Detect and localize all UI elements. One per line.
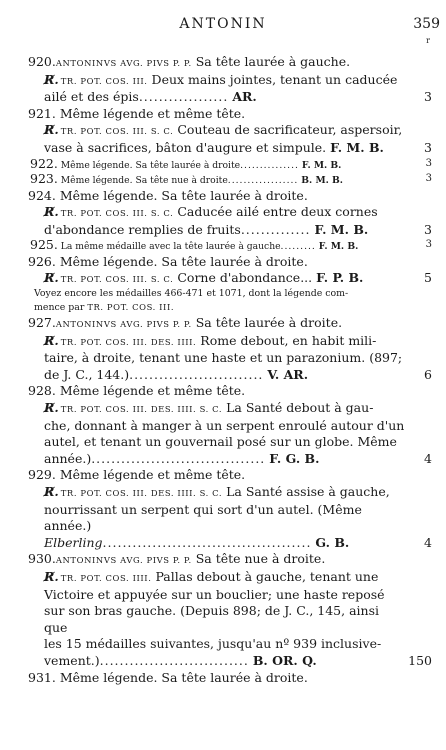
description-text: Même légende. Sa tête laurée à droite. xyxy=(55,187,308,203)
leader-dots: ......... xyxy=(280,241,316,253)
reverse-line xyxy=(28,140,432,157)
reverse-symbol-icon: R̸. xyxy=(44,568,59,584)
coin-legend: TR. POT. COS. III. S. C. xyxy=(60,208,174,219)
coin-legend: ANTONINVS AVG. PIVS P. P. xyxy=(55,58,192,68)
reverse-line xyxy=(28,603,432,636)
reverse-line xyxy=(28,270,432,288)
page-number: 359 xyxy=(413,16,440,32)
reverse-line xyxy=(28,222,432,239)
value-number: 3 xyxy=(425,157,432,169)
description-text: vement.) xyxy=(44,652,100,668)
description-text: Rome debout, en habit mili- xyxy=(196,332,377,348)
description-text: Sa tête nue à droite. xyxy=(191,551,326,567)
description-text: Caducée ailé entre deux cornes xyxy=(173,204,378,220)
description-text: les 15 médailles suivantes, jusqu'au nº 939 inclusive- xyxy=(44,636,382,652)
description-text: d'abondance remplies de fruits xyxy=(44,221,241,237)
rarity-grade: F. G. B. xyxy=(269,450,320,466)
description-text: Sa tête laurée à droite. xyxy=(191,315,343,331)
rarity-grade: F. M. B. xyxy=(314,221,369,237)
rarity-grade: B. M. B. xyxy=(301,175,343,187)
reverse-symbol-icon: R̸. xyxy=(44,71,59,87)
description-text: Victoire et appuyée sur un bouclier; une haste reposé xyxy=(44,586,385,602)
description-text: Couteau de sacrificateur, aspersoir, xyxy=(173,122,403,138)
reverse-symbol-icon: R̸. xyxy=(44,400,59,415)
rarity-grade: V. AR. xyxy=(267,366,309,382)
value-number: 6 xyxy=(424,366,432,382)
reverse-line xyxy=(28,72,432,90)
leader-dots: ............... xyxy=(240,159,299,171)
page-mark: r xyxy=(426,36,430,45)
entry-line xyxy=(28,467,432,484)
description-text: Deux mains jointes, tenant un caducée xyxy=(147,71,398,87)
note-line xyxy=(28,287,432,301)
rarity-grade: F. M. B. xyxy=(318,241,359,253)
leader-dots: .................. xyxy=(138,89,229,105)
description-text: de J. C., 144.) xyxy=(44,366,130,382)
entry-number: 925. xyxy=(30,237,58,253)
entry-number: 926. xyxy=(28,253,56,269)
description-text: sur son bras gauche. (Depuis 898; de J. C., 145, ainsi que xyxy=(44,603,379,635)
description-text: année.) xyxy=(44,450,92,466)
page-header xyxy=(0,8,446,44)
entry-line xyxy=(28,238,432,254)
entry-line xyxy=(28,172,432,188)
entry-number: 930. xyxy=(28,551,56,567)
entry-number: 923. xyxy=(30,171,58,187)
coin-legend: TR. POT. COS. IIII. xyxy=(60,572,152,583)
reverse-symbol-icon: R̸. xyxy=(44,332,59,348)
coin-legend: TR. POT. COS. III. DES. IIII. xyxy=(60,336,197,347)
description-text: Même légende et même tête. xyxy=(55,383,246,399)
entry-line xyxy=(28,670,432,687)
reverse-symbol-icon: R̸. xyxy=(44,122,59,138)
coin-legend: TR. POT. COS. III. S. C. xyxy=(60,126,174,137)
reverse-line xyxy=(28,502,432,535)
coin-legend: TR. POT. COS. III. S. C. xyxy=(60,274,174,285)
reverse-line xyxy=(28,367,432,384)
entry-number: 931. xyxy=(28,669,56,685)
entry-line xyxy=(28,254,432,271)
entry-line xyxy=(28,551,432,569)
description-text: Même légende. Sa tête laurée à droite. xyxy=(55,669,308,685)
value-number: 3 xyxy=(425,173,432,185)
entry-line xyxy=(28,188,432,205)
reverse-line xyxy=(28,350,432,367)
description-text: La Santé assise à gauche, xyxy=(222,483,390,499)
entry-line xyxy=(28,106,432,123)
reverse-line xyxy=(28,418,432,435)
value-number: 5 xyxy=(424,270,432,286)
rarity-grade: B. OR. Q. xyxy=(252,652,317,668)
reverse-line xyxy=(28,653,432,670)
reverse-line xyxy=(28,569,432,587)
leader-dots: ................................... xyxy=(91,450,266,466)
entry-number: 924. xyxy=(28,187,56,203)
description-text: mence par xyxy=(34,301,88,313)
description-text: ailé et des épis xyxy=(44,89,139,105)
description-text: La Santé debout à gau- xyxy=(222,400,374,415)
description-text: Pallas debout à gauche, tenant une xyxy=(151,568,379,584)
note-line xyxy=(28,301,432,315)
reverse-line xyxy=(28,484,432,502)
description-text: Elberling xyxy=(44,534,103,550)
entry-line xyxy=(28,315,432,333)
value-number: 3 xyxy=(424,139,432,155)
leader-dots: .......................................... xyxy=(102,534,312,550)
description-text: che, donnant à manger à un serpent enroulé autour d'un xyxy=(44,417,405,433)
coin-legend: TR. POT. COS. III. xyxy=(60,75,148,86)
description-text: autel, et tenant un gouvernail posé sur un globe. Même xyxy=(44,434,397,450)
value-number: 4 xyxy=(424,450,432,466)
description-text: Sa tête laurée à gauche. xyxy=(191,54,351,69)
coin-legend: ANTONINVS AVG. PIVS P. P. xyxy=(55,319,192,330)
reverse-line xyxy=(28,333,432,351)
entry-number: 921. xyxy=(28,105,56,121)
coin-legend: ANTONINVS AVG. PIVS P. P. xyxy=(55,555,192,566)
reverse-symbol-icon: R̸. xyxy=(44,483,59,499)
description-text: Même légende et même tête. xyxy=(55,467,246,483)
value-number: 4 xyxy=(424,534,432,550)
description-text: Même légende. Sa tête nue à droite xyxy=(57,175,228,187)
value-number: 150 xyxy=(408,652,432,668)
value-number: 3 xyxy=(424,89,432,105)
coin-legend: TR. POT. COS. III. DES. IIII. S. C. xyxy=(60,404,223,414)
reverse-line xyxy=(28,204,432,222)
reverse-symbol-icon: R̸. xyxy=(44,204,59,220)
reverse-line xyxy=(28,122,432,140)
leader-dots: ........................... xyxy=(129,366,264,382)
leader-dots: .............. xyxy=(240,221,311,237)
coin-entries xyxy=(28,54,432,686)
reverse-line xyxy=(28,451,432,468)
entry-number: 928. xyxy=(28,383,56,399)
reverse-line xyxy=(28,400,432,418)
reverse-line xyxy=(28,89,432,106)
entry-line xyxy=(28,54,432,72)
entry-number: 922. xyxy=(30,155,58,171)
entry-number: 929. xyxy=(28,467,56,483)
reverse-line xyxy=(28,587,432,604)
description-text: Même légende. Sa tête laurée à droite xyxy=(57,159,241,171)
description-text: Même légende. Sa tête laurée à droite. xyxy=(55,253,308,269)
coin-legend: TR. POT. COS. III. xyxy=(87,301,175,312)
reverse-line xyxy=(28,535,432,552)
entry-line xyxy=(28,383,432,400)
running-title: ANTONIN xyxy=(179,16,267,32)
entry-number: 927. xyxy=(28,315,56,331)
description-text: vase à sacrifices, bâton d'augure et simpule. xyxy=(44,139,327,155)
entry-line xyxy=(28,157,432,173)
description-text: Voyez encore les médailles 466-471 et 1071, dont la légende com- xyxy=(34,288,349,300)
leader-dots: .............................. xyxy=(99,652,249,668)
rarity-grade: F. M. B. xyxy=(330,139,384,155)
description-text: Corne d'abondance... xyxy=(173,270,313,286)
reverse-symbol-icon: R̸. xyxy=(44,270,59,286)
reverse-line xyxy=(28,434,432,451)
rarity-grade: AR. xyxy=(232,89,257,105)
value-number: 3 xyxy=(424,221,432,237)
reverse-line xyxy=(28,636,432,653)
description-text: Même légende et même tête. xyxy=(55,105,246,121)
rarity-grade: F. P. B. xyxy=(316,270,364,286)
value-number: 3 xyxy=(425,239,432,251)
leader-dots: .................. xyxy=(227,175,299,187)
coin-legend: TR. POT. COS. III. DES. IIII. S. C. xyxy=(60,487,223,498)
description-text: taire, à droite, tenant une haste et un parazonium. (897; xyxy=(44,350,403,366)
rarity-grade: F. M. B. xyxy=(301,159,342,171)
description-text: nourrissant un serpent qui sort d'un autel. (Même année.) xyxy=(44,501,362,534)
entry-number: 920. xyxy=(28,54,56,69)
rarity-grade: G. B. xyxy=(315,534,350,550)
description-text: La même médaille avec la tête laurée à gauche xyxy=(57,241,281,253)
